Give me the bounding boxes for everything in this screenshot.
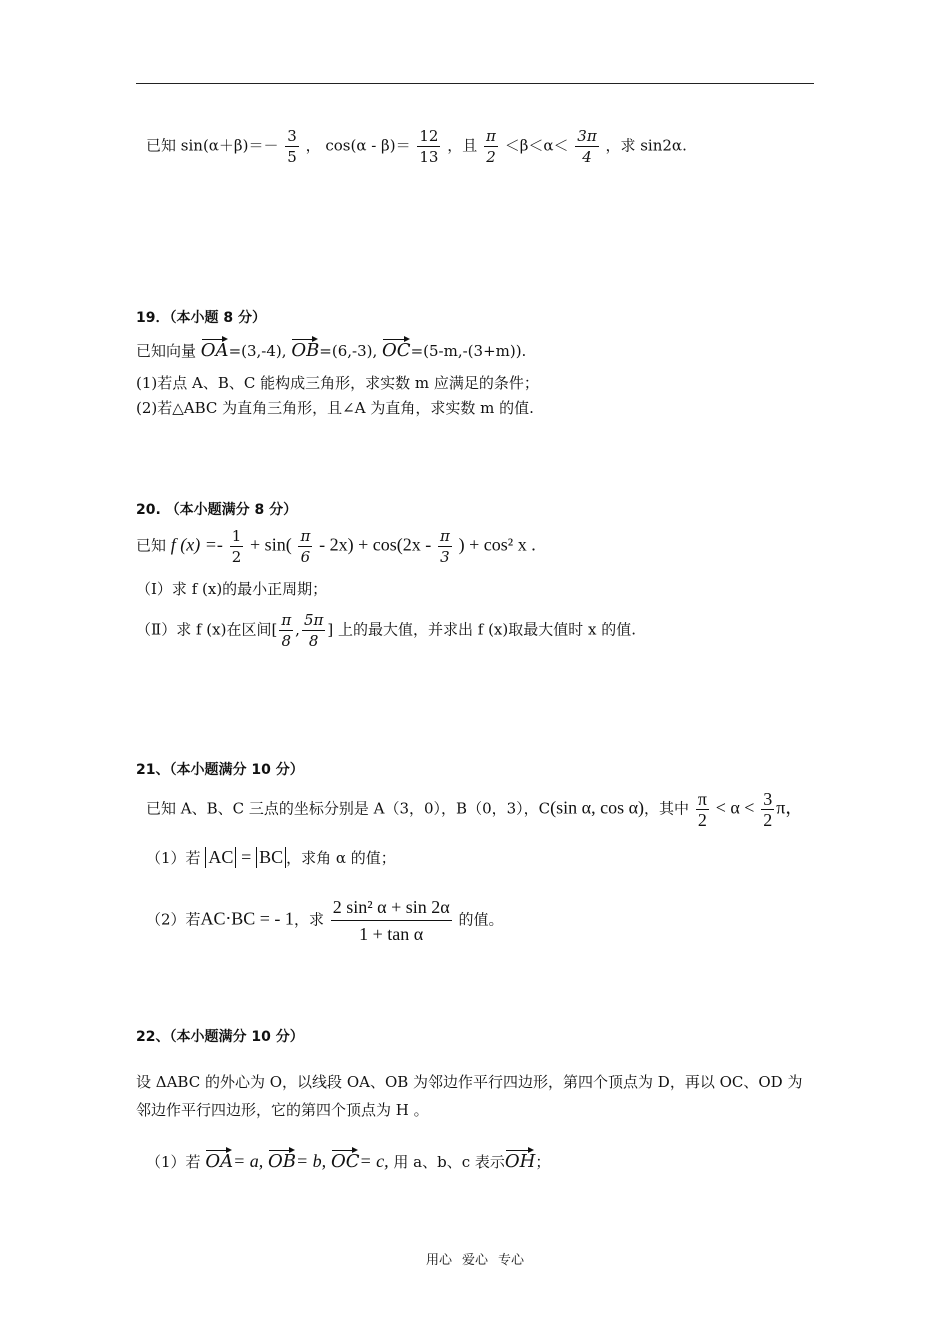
fraction-pi-3: $\frac{\pi}{3}$	[440, 527, 450, 566]
fraction-3-5: $\frac{3}{5}$	[287, 127, 297, 166]
q21-heading: 21、（本小题满分 10 分）	[136, 762, 304, 778]
q21-part2-b: ，求	[293, 910, 324, 929]
q19-part2: (2)若△ABC 为直角三角形，且∠A 为直角，求实数 m 的值.	[136, 399, 534, 417]
footer-c: 专心	[498, 1253, 525, 1268]
q20-part1: （Ⅰ）求 f (x)的最小正周期；	[136, 580, 328, 598]
q20-part2-b: ] 上的最大值，并求出 f (x)取最大值时 x 的值.	[327, 620, 636, 639]
prev-inequality: ＜β＜α＜	[504, 136, 569, 155]
q19-ob-value: =(6,-3),	[319, 342, 378, 360]
prev-cond-prefix: ，且	[447, 136, 478, 155]
q20-sin-part: + sin(	[250, 534, 292, 555]
fraction-pi-2: $\frac{\pi}{2}$	[486, 127, 496, 166]
footer-b: 爱心	[461, 1253, 488, 1268]
q19-part1: (1)若点 A、B、C 能构成三角形，求实数 m 应满足的条件；	[136, 374, 539, 392]
q21-intro-line	[146, 789, 803, 830]
q21-part2-c: 的值。	[458, 910, 504, 929]
q20-cos-tail: ) + cos² x .	[458, 534, 536, 555]
vector-oh: OH	[505, 1147, 535, 1172]
prev-cos-expr: ， cos(α - β)＝	[305, 136, 411, 155]
q20-part2-a: （Ⅱ）求 f (x)在区间[	[136, 620, 278, 639]
q22-heading: 22、（本小题满分 10 分）	[136, 1029, 304, 1045]
q21-pi-tail: π，	[776, 797, 804, 818]
q19-oa-value: =(3,-4),	[228, 342, 287, 360]
vector-oc-22: OC	[331, 1147, 360, 1172]
q22-line2: 邻边作平行四边形，它的第四个顶点为 H 。	[136, 1101, 429, 1119]
fraction-12-13: $\frac{12}{13}$	[419, 127, 439, 166]
q20-function-line	[136, 526, 536, 567]
vector-oa-22: OA	[205, 1147, 233, 1172]
q21-part1-b: ，求角 α 的值；	[286, 849, 396, 867]
page-footer	[0, 1249, 950, 1268]
q21-lt: < α <	[715, 797, 755, 818]
prev-prefix: 已知	[146, 136, 177, 155]
footer-a: 用心	[425, 1253, 452, 1268]
q22-part1-line	[146, 1147, 550, 1172]
fraction-1-2: $\frac{1}{2}$	[231, 527, 242, 566]
vector-oa: OA	[201, 336, 229, 361]
q20-part2-line	[136, 610, 636, 651]
q21-where: ，其中	[644, 799, 690, 818]
q22-end: ；	[535, 1153, 551, 1171]
q20-heading: 20. （本小题满分 8 分）	[136, 502, 298, 518]
q19-intro-line	[136, 336, 526, 361]
q19-oc-value: =(5-m,-(3+m)).	[410, 342, 527, 360]
q20-comma: ,	[295, 620, 300, 639]
q21-eq: =	[241, 847, 252, 867]
q20-fx: f (x) =-	[170, 534, 223, 555]
q22-use: 用 a、b、c 表示	[393, 1153, 505, 1171]
vector-ob: OB	[291, 336, 319, 361]
prev-sin-expr: sin(α＋β)＝－	[180, 136, 279, 155]
fraction-pi-8: $\frac{\pi}{8}$	[281, 611, 292, 650]
prev-problem	[146, 126, 687, 167]
q22-line1: 设 ΔABC 的外心为 O，以线段 OA、OB 为邻边作平行四边形，第四个顶点为 D，再以 OC、OD 为	[136, 1073, 803, 1091]
q19-intro: 已知向量	[136, 342, 197, 360]
vector-ob-22: OB	[268, 1147, 296, 1172]
q22-b: = b,	[296, 1151, 327, 1171]
q21-intro: 已知 A、B、C 三点的坐标分别是 A（3，0），B（0，3），C	[146, 799, 551, 818]
q22-part1-a: （1）若	[146, 1153, 201, 1171]
q19-heading: 19．（本小题 8 分）	[136, 310, 266, 326]
fraction-5pi-8: $\frac{5\pi}{8}$	[303, 611, 324, 650]
q21-bc-abs: BC	[256, 847, 286, 868]
fraction-3pi-4: $\frac{3\pi}{4}$	[577, 127, 597, 166]
q21-c-coord: (sin α, cos α)	[550, 797, 645, 818]
q21-part1-a: （1）若	[146, 849, 201, 867]
fraction-pi-2-w: $\frac{\pi}{2}$	[697, 789, 707, 830]
q21-big-fraction: $\frac{\text{2 sin² α + sin 2α}}{\text{1 + tan α}}$	[331, 894, 452, 947]
q21-dot-expr: AC⋅BC = - 1	[200, 908, 294, 929]
q22-a: = a,	[233, 1151, 264, 1171]
fraction-pi-6: $\frac{\pi}{6}$	[300, 527, 311, 566]
header-rule	[136, 83, 814, 84]
prev-ask: ，求 sin2α.	[605, 136, 687, 155]
fraction-3-2: $\frac{3}{2}$	[763, 789, 773, 830]
q20-intro: 已知	[136, 536, 167, 555]
q20-sin-tail: - 2x) + cos(2x -	[319, 534, 432, 555]
q21-part2-line	[146, 894, 503, 947]
q21-part1-line	[146, 847, 396, 868]
q21-ac-abs: AC	[205, 847, 236, 868]
q21-part2-a: （2）若	[146, 910, 201, 929]
q22-c: = c,	[359, 1151, 389, 1171]
vector-oc: OC	[382, 336, 411, 361]
